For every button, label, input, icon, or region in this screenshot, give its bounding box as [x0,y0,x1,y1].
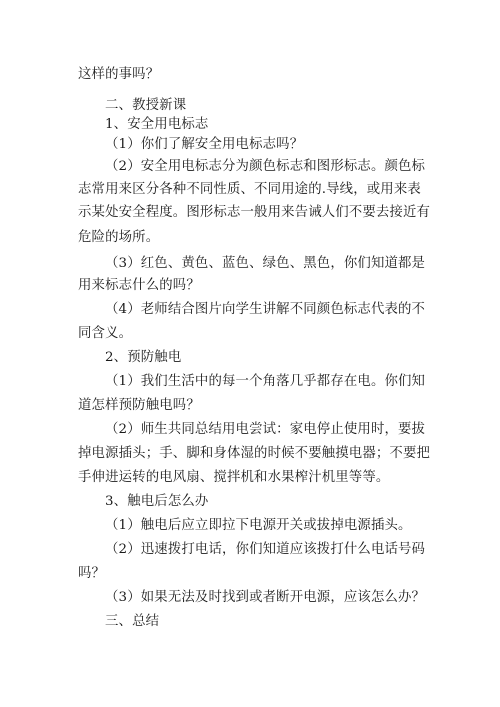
section-heading: 三、总结 [105,614,160,629]
text-line: 示某处安全程度。图形标志一般用来告诫人们不要去接近有 [78,205,431,220]
text-line: 掉电源插头；手、脚和身体湿的时候不要触摸电器；不要把 [78,446,431,461]
text-line: 手伸进运转的电风扇、搅拌机和水果榨汁机里等等。 [78,470,390,485]
text-line: 用来标志什么的吗？ [78,278,200,293]
text-line: （3）红色、黄色、蓝色、绿色、黑色，你们知道都是 [105,256,426,271]
subsection-heading: 1、安全用电标志 [105,117,209,132]
text-line: 道怎样预防触电吗？ [78,398,200,413]
text-line: 同含义。 [78,326,133,341]
subsection-heading: 2、预防触电 [105,350,182,365]
text-line: 吗？ [78,566,106,581]
text-line: （2）迅速拨打电话，你们知道应该拨打什么电话号码 [105,542,426,557]
text-line: 危险的场所。 [78,230,160,245]
text-line: 志常用来区分各种不同性质、不同用途的.导线，或用来表 [78,182,421,197]
text-line: （1）触电后应立即拉下电源开关或拔掉电源插头。 [105,518,412,533]
text-line: 这样的事吗？ [78,67,160,82]
section-heading: 二、教授新课 [105,98,187,113]
text-line: （4）老师结合图片向学生讲解不同颜色标志代表的不 [105,302,426,317]
text-line: （2）安全用电标志分为颜色标志和图形标志。颜色标 [105,159,426,174]
text-line: （3）如果无法及时找到或者断开电源，应该怎么办？ [105,590,426,605]
text-line: （1）我们生活中的每一个角落几乎都存在电。你们知 [105,374,426,389]
subsection-heading: 3、触电后怎么办 [105,494,209,509]
text-line: （1）你们了解安全用电标志吗？ [105,137,304,152]
text-line: （2）师生共同总结用电尝试：家电停止使用时，要拔 [105,422,426,437]
